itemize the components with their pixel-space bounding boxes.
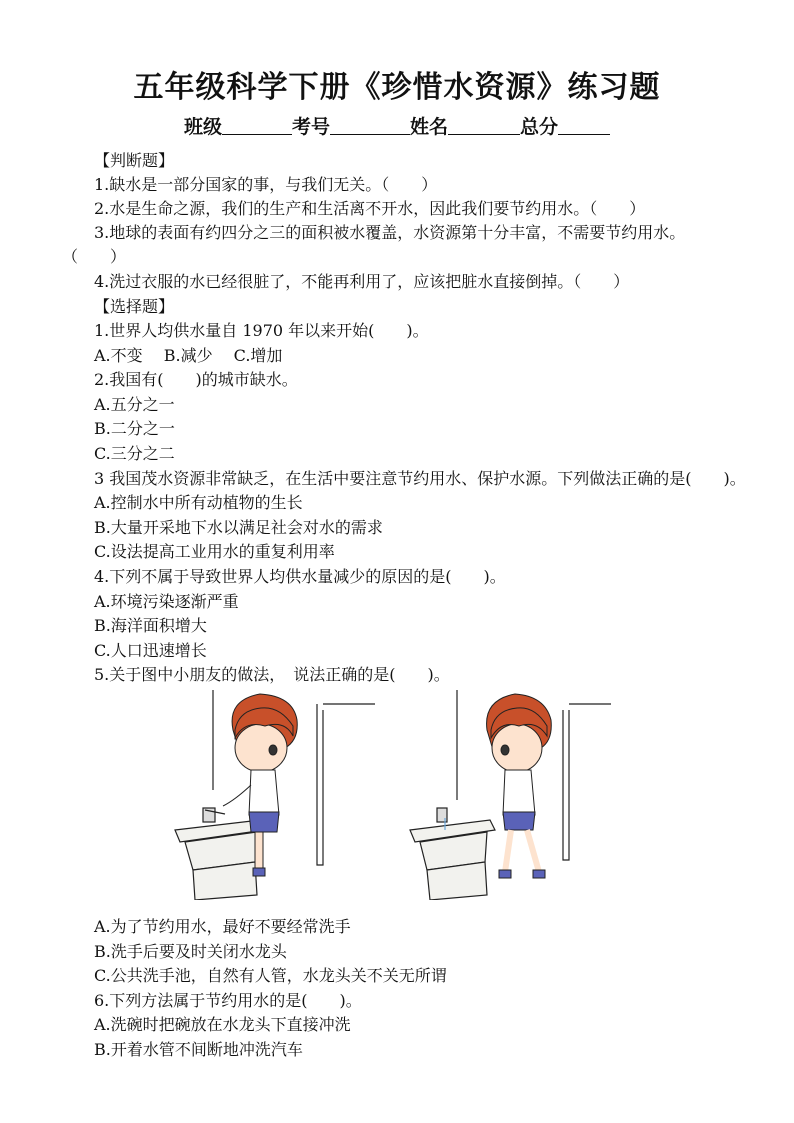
class-blank[interactable] [222, 116, 292, 135]
name-blank[interactable] [448, 116, 520, 135]
exam-no-blank[interactable] [330, 116, 410, 135]
choice-q2-option-b: B.二分之一 [94, 419, 175, 438]
exam-no-label: 考号 [291, 116, 330, 138]
choice-heading: 【选择题】 [94, 297, 175, 316]
judge-q3: 3.地球的表面有约四分之三的面积被水覆盖，水资源第十分丰富，不需要节约用水。 [94, 223, 686, 242]
choice-q3-option-c: C.设法提高工业用水的重复利用率 [94, 542, 335, 561]
choice-q4: 4.下列不属于导致世界人均供水量减少的原因的是( )。 [94, 567, 506, 586]
choice-q6-option-a: A.洗碗时把碗放在水龙头下直接冲洗 [94, 1015, 351, 1034]
name-label: 姓名 [410, 116, 449, 138]
choice-q4-option-b: B.海洋面积增大 [94, 616, 207, 635]
class-label: 班级 [183, 116, 222, 138]
choice-q2: 2.我国有( )的城市缺水。 [94, 370, 298, 389]
choice-q3: 3 我国茂水资源非常缺乏，在生活中要注意节约用水、保护水源。下列做法正确的是( )。 [94, 469, 746, 488]
choice-q2-option-c: C.三分之二 [94, 444, 175, 463]
choice-q3-option-a: A.控制水中所有动植物的生长 [94, 493, 303, 512]
choice-q6: 6.下列方法属于节约用水的是( )。 [94, 991, 362, 1010]
judge-q4: 4.洗过衣服的水已经很脏了，不能再利用了，应该把脏水直接倒掉。（ ） [94, 272, 630, 291]
choice-q6-option-b: B.开着水管不间断地冲洗汽车 [94, 1040, 303, 1059]
score-blank[interactable] [558, 116, 610, 135]
choice-q5: 5.关于图中小朋友的做法， 说法正确的是( )。 [94, 665, 450, 684]
choice-q4-option-c: C.人口迅速增长 [94, 641, 207, 660]
page-title: 五年级科学下册《珍惜水资源》练习题 [133, 70, 661, 105]
choice-q5-option-c: C.公共洗手池，自然有人管，水龙头关不关无所谓 [94, 966, 447, 985]
choice-q5-option-a: A.为了节约用水，最好不要经常洗手 [94, 917, 351, 936]
choice-q1: 1.世界人均供水量自 1970 年以来开始( )。 [94, 321, 429, 340]
judge-q3-paren: （ ） [62, 247, 127, 266]
choice-q3-option-b: B.大量开采地下水以满足社会对水的需求 [94, 518, 383, 537]
judge-q2: 2.水是生命之源，我们的生产和生活离不开水，因此我们要节约用水。（ ） [94, 199, 646, 218]
choice-q5-option-b: B.洗手后要及时关闭水龙头 [94, 942, 287, 961]
student-info-line [0, 112, 794, 139]
judge-heading: 【判断题】 [94, 151, 175, 170]
choice-q1-options: A.不变 B.减少 C.增加 [94, 346, 283, 365]
choice-q4-option-a: A.环境污染逐渐严重 [94, 592, 239, 611]
choice-q2-option-a: A.五分之一 [94, 395, 175, 414]
judge-q1: 1.缺水是一部分国家的事，与我们无关。（ ） [94, 175, 438, 194]
handwashing-illustration [165, 690, 615, 900]
score-label: 总分 [520, 116, 559, 138]
right-boy [487, 694, 552, 878]
